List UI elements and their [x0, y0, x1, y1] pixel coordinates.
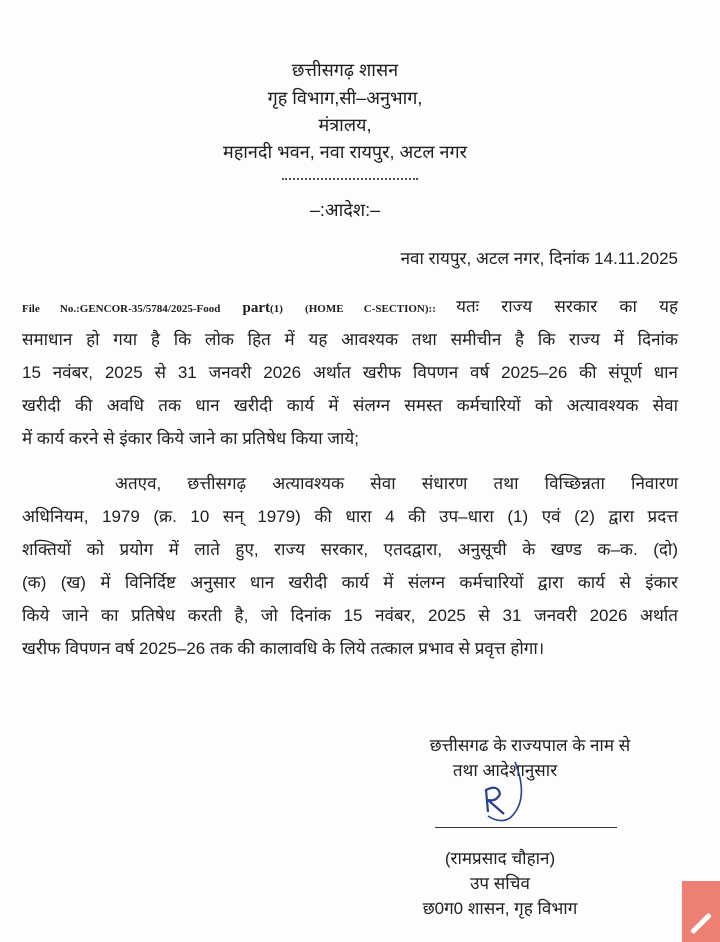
text-line: शक्तियों को प्रयोग में लाते हुए, राज्य सरकार, एतदद्वारा, अनुसूची के खण्ड क–क. (दो)	[22, 540, 678, 559]
handwritten-signature	[470, 760, 560, 830]
dotted-divider	[282, 178, 418, 180]
authority-line: छत्तीसगढ के राज्यपाल के नाम से	[429, 736, 631, 755]
text-line: खरीदी की अवधि तक धान खरीदी कार्य में संलग्न समस्त कर्मचारियों को अत्यावश्यक सेवा	[22, 396, 678, 415]
date-line: नवा रायपुर, अटल नगर, दिनांक 14.11.2025	[400, 249, 678, 268]
edit-button[interactable]	[682, 881, 720, 942]
signature-line	[435, 827, 617, 828]
text-line: अतएव, छत्तीसगढ़ अत्यावश्यक सेवा संधारण तथा विच्छिन्नता निवारण	[115, 474, 678, 493]
signatory-name: (रामप्रसाद चौहान)	[444, 849, 556, 868]
paragraph-lead: यतः राज्य सरकार का यह	[456, 297, 678, 316]
file-section: (HOME C-SECTION)::	[305, 303, 457, 315]
file-number: File No.:GENCOR-35/5784/2025-Food	[22, 303, 221, 315]
text-line: (क) (ख) में विनिर्दिष्ट अनुसार धान खरीदी कार्य में संलग्न कर्मचारियों द्वारा कार्य से इंकार	[22, 573, 678, 592]
text-line: में कार्य करने से इंकार किये जाने का प्रतिषेध किया जाये;	[22, 429, 360, 448]
ministry-name: मंत्रालय,	[318, 115, 372, 135]
government-name: छत्तीसगढ़ शासन	[291, 60, 399, 80]
text-line: खरीफ विपणन वर्ष 2025–26 तक की कालावधि के लिये तत्काल प्रभाव से प्रवृत्त होगा।	[22, 639, 545, 658]
signatory-office: छ0ग0 शासन, गृह विभाग	[422, 899, 578, 918]
file-part-number: (1)	[270, 303, 283, 315]
department-name: गृह विभाग,सी–अनुभाग,	[267, 88, 423, 108]
text-line: समाधान हो गया है कि लोक हित में यह आवश्यक तथा समीचीन है कि राज्य में दिनांक	[22, 330, 678, 349]
signatory-designation: उप सचिव	[470, 874, 530, 893]
file-part: part	[242, 300, 271, 316]
text-line: 15 नवंबर, 2025 से 31 जनवरी 2026 अर्थात खरीफ विपणन वर्ष 2025–26 की संपूर्ण धान	[22, 363, 678, 382]
text-line: अधिनियम, 1979 (क्र. 10 सन् 1979) की धारा 4 की उप–धारा (1) एवं (2) द्वारा प्रदत्त	[22, 507, 678, 526]
order-heading: –:आदेश:–	[309, 200, 381, 220]
authority-line: तथा आदेशानुसार	[452, 761, 558, 780]
address: महानदी भवन, नवा रायपुर, अटल नगर	[222, 142, 468, 162]
text-line: किये जाने का प्रतिषेध करती है, जो दिनांक 15 नवंबर, 2025 से 31 जनवरी 2026 अर्थात	[22, 606, 678, 625]
file-number-line	[22, 294, 678, 317]
